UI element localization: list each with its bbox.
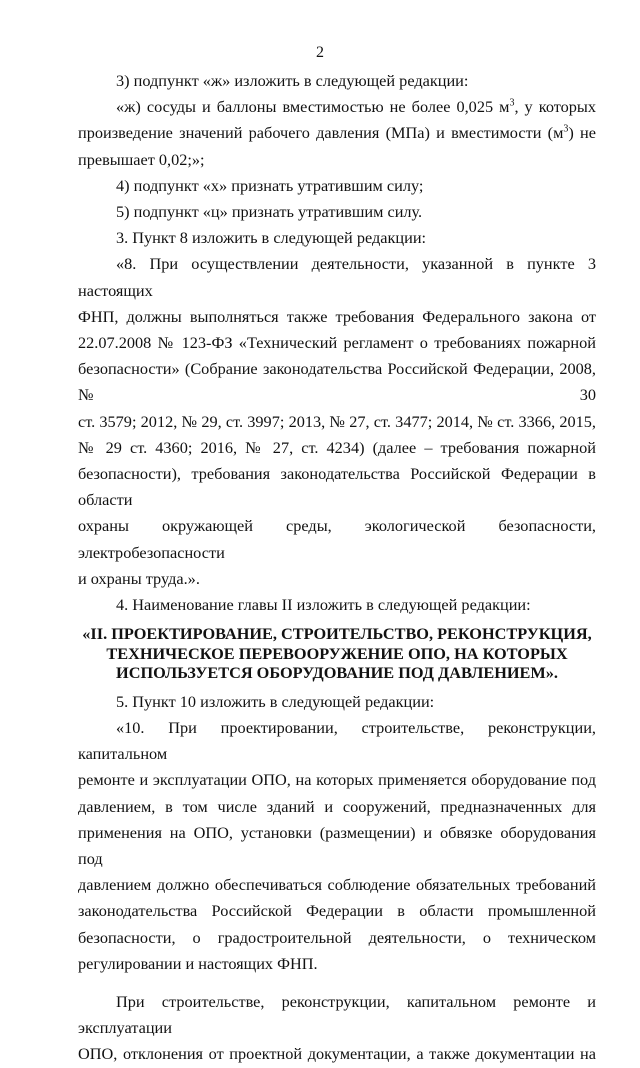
text-line: ОПО, отклонения от проектной документации, а также документации на [78,1044,596,1064]
paragraph-text: 3) подпункт «ж» изложить в следующей редакции: [116,71,469,90]
paragraph-item-8 [78,251,596,592]
text-line: превышает 0,02;»; [78,149,205,169]
chapter-title-line: «II. ПРОЕКТИРОВАНИЕ, СТРОИТЕЛЬСТВО, РЕКОНСТРУКЦИЯ, [82,624,592,644]
text-line: и охраны труда.». [78,568,200,588]
text-line: безопасности), требования законодательства Российской Федерации в области [78,464,596,510]
superscript: 3 [509,97,515,109]
text-span: произведение значений рабочего давления (МПа) и вместимости (м [78,123,564,143]
paragraph-subitem-zh [78,68,596,94]
paragraph-item-10 [78,715,596,977]
text-line: законодательства Российской Федерации в области промышленной [78,901,596,921]
text-line: безопасности» (Собрание законодательства Российской Федерации, 2008, № 30 [78,359,596,405]
text-line: ФНП, должны выполняться также требования Федерального закона от [78,306,596,326]
chapter-title-line: ТЕХНИЧЕСКОЕ ПЕРЕВООРУЖЕНИЕ ОПО, НА КОТОРЫХ [106,643,568,663]
paragraph-subitem-ts: 5) подпункт «ц» признать утратившим силу. [116,202,423,222]
text-line: ремонте и эксплуатации ОПО, на которых применяется оборудование под [78,770,596,790]
document-body [78,68,596,1068]
text-line: безопасности, о градостроительной деятельности, о техническом [78,927,596,947]
text-line: При строительстве, реконструкции, капитальном ремонте и эксплуатации [78,992,596,1038]
text-line [78,120,596,146]
paragraph-construction [78,989,596,1068]
text-line: ст. 3579; 2012, № 29, ст. 3997; 2013, № 27, ст. 3477; 2014, № ст. 3366, 2015, [78,411,596,431]
paragraph-vessels [78,94,596,173]
text-line: № 29 ст. 4360; 2016, № 27, ст. 4234) (далее – требования пожарной [78,437,596,457]
text-line: «10. При проектировании, строительстве, реконструкции, капитальном [78,717,596,764]
chapter-title-line: ИСПОЛЬЗУЕТСЯ ОБОРУДОВАНИЕ ПОД ДАВЛЕНИЕМ». [116,663,558,683]
text-span: ) не [568,123,596,143]
paragraph-item-10-intro: 5. Пункт 10 изложить в следующей редакции: [116,691,435,711]
text-line: регулировании и настоящих ФНП. [78,953,318,973]
paragraph-subitem-kh: 4) подпункт «х» признать утратившим силу; [116,175,424,195]
text-line: давлением, в том числе зданий и сооружений, предназначенных для [78,796,596,816]
superscript: 3 [563,123,569,135]
text-line: применения на ОПО, установки (размещении) и обвязке оборудования под [78,822,596,868]
text-span: «ж) сосуды и баллоны вместимостью не более 0,025 м [116,97,510,117]
text-line: «8. При осуществлении деятельности, указанной в пункте 3 настоящих [78,254,596,300]
text-span: , у которых [514,97,596,117]
text-line: охраны окружающей среды, экологической безопасности, электробезопасности [78,516,596,562]
text-line: 22.07.2008 № 123-ФЗ «Технический регламент о требованиях пожарной [78,333,596,353]
paragraph-item-8-intro: 3. Пункт 8 изложить в следующей редакции: [116,228,427,248]
page-number: 2 [316,44,324,61]
chapter-title [78,624,596,683]
text-line [78,94,596,120]
paragraph-chapter-intro: 4. Наименование главы II изложить в следующей редакции: [116,595,531,615]
text-line: давлением должно обеспечиваться соблюдение обязательных требований [78,875,596,895]
